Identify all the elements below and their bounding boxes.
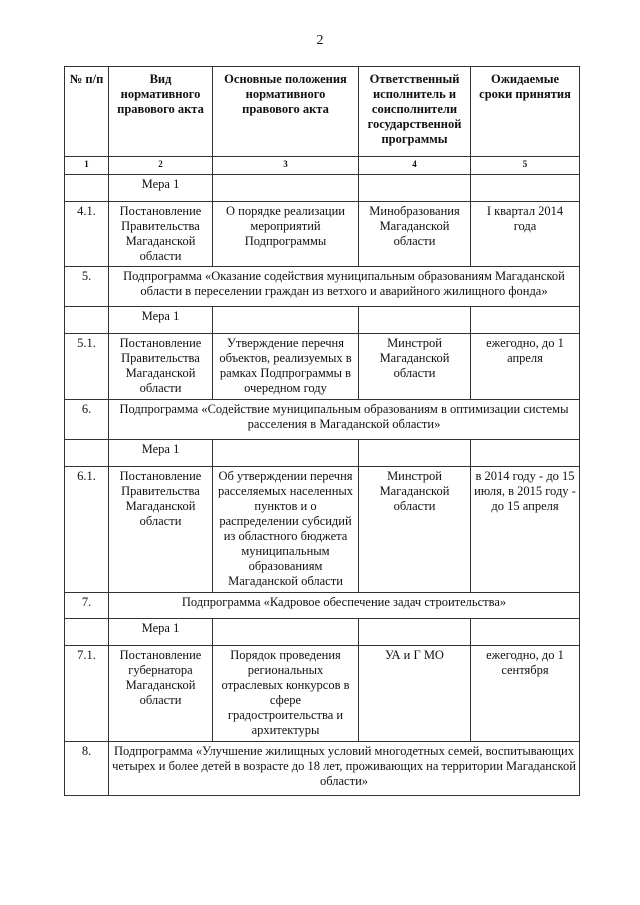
act-executor: Минстрой Магаданской области	[359, 467, 471, 593]
measure-label: Мера 1	[109, 440, 213, 467]
measure-row	[65, 175, 580, 202]
header-term: Ожидаемые сроки принятия	[471, 67, 580, 157]
act-term: в 2014 году - до 15 июля, в 2015 году - до 15 апреля	[471, 467, 580, 593]
row-number: 5.	[65, 267, 109, 307]
act-row	[65, 334, 580, 400]
act-content: Утверждение перечня объектов, реализуемых в рамках Подпрограммы в очередном году	[213, 334, 359, 400]
subprogram-row	[65, 593, 580, 619]
row-number: 4.1.	[65, 202, 109, 267]
act-type: Постановление Правительства Магаданской области	[109, 334, 213, 400]
measure-row	[65, 619, 580, 646]
act-executor: Минобразования Магаданской области	[359, 202, 471, 267]
act-row	[65, 646, 580, 742]
column-number: 5	[471, 157, 580, 175]
act-type: Постановление Правительства Магаданской области	[109, 202, 213, 267]
regulatory-acts-table	[64, 66, 580, 796]
act-executor: УА и Г МО	[359, 646, 471, 742]
subprogram-title: Подпрограмма «Оказание содействия муниципальным образованиям Магаданской области в переселении граждан из ветхого и аварийного жилищного фонда»	[109, 267, 580, 307]
act-type: Постановление губернатора Магаданской области	[109, 646, 213, 742]
act-executor: Минстрой Магаданской области	[359, 334, 471, 400]
header-act-content: Основные положения нормативного правового акта	[213, 67, 359, 157]
subprogram-title: Подпрограмма «Содействие муниципальным образованиям в оптимизации системы расселения в Магаданской области»	[109, 400, 580, 440]
row-number: 6.	[65, 400, 109, 440]
column-number: 1	[65, 157, 109, 175]
row-number: 7.	[65, 593, 109, 619]
act-term: I квартал 2014 года	[471, 202, 580, 267]
act-row	[65, 467, 580, 593]
measure-label: Мера 1	[109, 307, 213, 334]
act-content: Об утверждении перечня расселяемых населенных пунктов и о распределении субсидий из областного бюджета муниципальным образованиям Магаданской области	[213, 467, 359, 593]
row-number: 6.1.	[65, 467, 109, 593]
subprogram-title: Подпрограмма «Кадровое обеспечение задач строительства»	[109, 593, 580, 619]
row-number: 8.	[65, 742, 109, 796]
subprogram-row	[65, 742, 580, 796]
act-content: О порядке реализации мероприятий Подпрограммы	[213, 202, 359, 267]
column-numbers-row	[65, 157, 580, 175]
row-number: 5.1.	[65, 334, 109, 400]
act-term: ежегодно, до 1 сентября	[471, 646, 580, 742]
column-number: 3	[213, 157, 359, 175]
column-number: 2	[109, 157, 213, 175]
act-term: ежегодно, до 1 апреля	[471, 334, 580, 400]
measure-row	[65, 440, 580, 467]
subprogram-row	[65, 400, 580, 440]
act-type: Постановление Правительства Магаданской области	[109, 467, 213, 593]
header-act-type: Вид нормативного правового акта	[109, 67, 213, 157]
column-number: 4	[359, 157, 471, 175]
header-executor: Ответственный исполнитель и соисполнители государственной программы	[359, 67, 471, 157]
header-number: № п/п	[65, 67, 109, 157]
page-number: 2	[316, 33, 324, 48]
row-number: 7.1.	[65, 646, 109, 742]
measure-label: Мера 1	[109, 619, 213, 646]
subprogram-row	[65, 267, 580, 307]
measure-row	[65, 307, 580, 334]
act-content: Порядок проведения региональных отраслевых конкурсов в сфере градостроительства и архитектуры	[213, 646, 359, 742]
act-row	[65, 202, 580, 267]
measure-label: Мера 1	[109, 175, 213, 202]
subprogram-title: Подпрограмма «Улучшение жилищных условий многодетных семей, воспитывающих четырех и более детей в возрасте до 18 лет, проживающих на территории Магаданской области»	[109, 742, 580, 796]
